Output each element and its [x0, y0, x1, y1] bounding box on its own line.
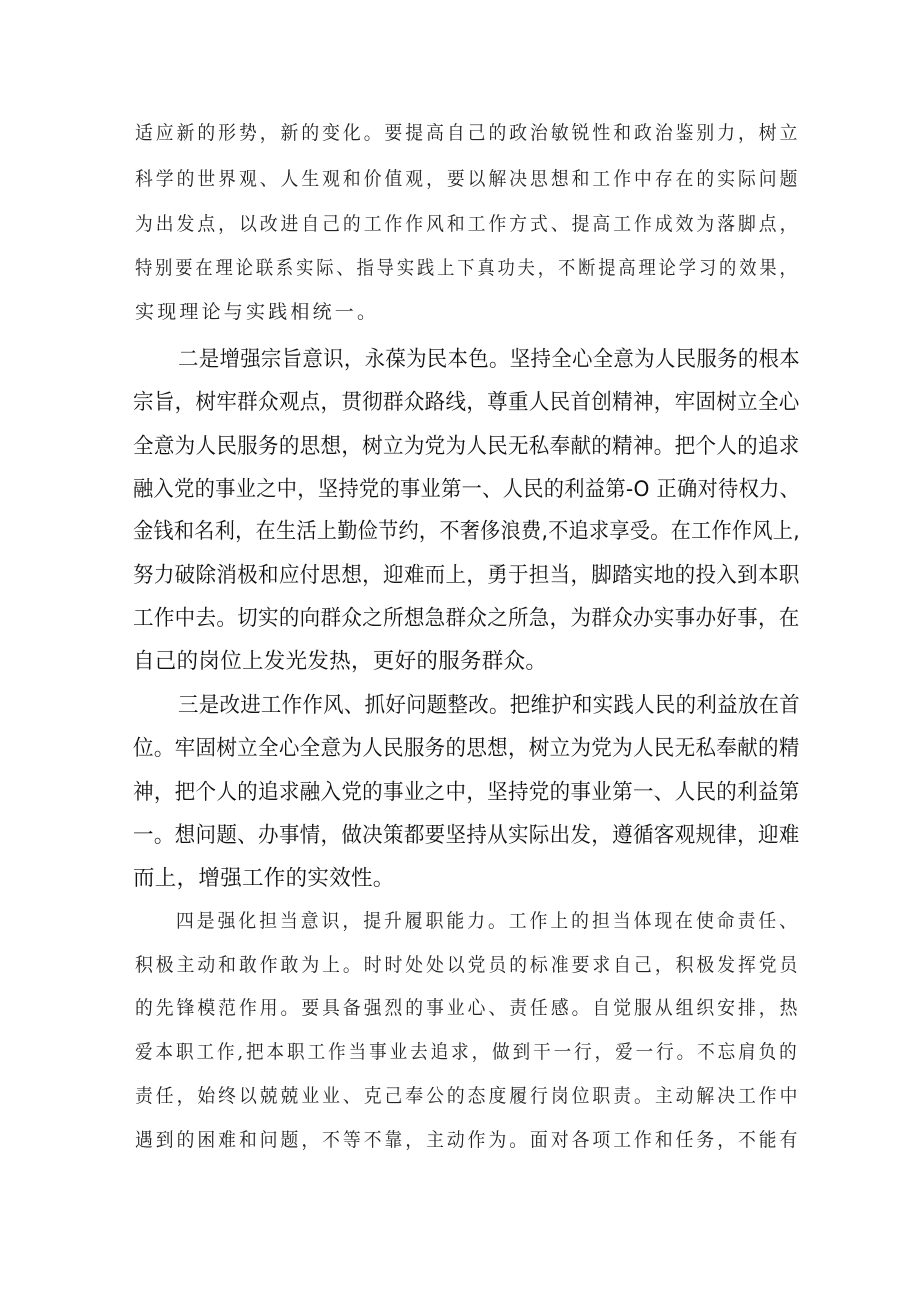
paragraph-3-line-4: 一。想问题、办事情，做决策都要坚持从实际出发，遵循客观规律，迎难 — [133, 823, 800, 848]
paragraph-2-line-4: 融入党的事业之中，坚持党的事业第一、人民的利益第-O 正确对待权力、 — [133, 477, 801, 502]
paragraph-1-line-2: 科学的世界观、人生观和价值观，要以解决思想和工作中存在的实际问题 — [135, 168, 801, 190]
paragraph-1-line-4: 特别要在理论联系实际、指导实践上下真功夫，不断提高理论学习的效果， — [135, 257, 800, 279]
paragraph-2-line-3: 全意为人民服务的思想，树立为党为人民无私奉献的精神。把个人的追求 — [133, 434, 800, 459]
paragraph-4-line-3: 的先锋模范作用。要具备强烈的事业心、责任感。自觉服从组织安排，热 — [135, 997, 801, 1019]
paragraph-2-line-5: 金钱和名利，在生活上勤俭节约，不奢侈浪费,不追求享受。在工作作风上, — [133, 519, 800, 544]
paragraph-4-line-5: 责任，始终以兢兢业业、克己奉公的态度履行岗位职责。主动解决工作中 — [135, 1085, 801, 1107]
paragraph-1-line-1: 适应新的形势，新的变化。要提高自己的政治敏锐性和政治鉴别力，树立 — [135, 122, 801, 144]
paragraph-4-line-6: 遇到的困难和问题，不等不靠，主动作为。面对各项工作和任务，不能有 — [135, 1129, 801, 1151]
paragraph-3-line-3: 神，把个人的追求融入党的事业之中，坚持党的事业第一、人民的利益第 — [133, 780, 800, 805]
paragraph-2-line-7: 工作中去。切实的向群众之所想急群众之所急，为群众办实事办好事，在 — [133, 606, 800, 631]
paragraph-4-line-1: 四是强化担当意识，提升履职能力。工作上的担当体现在使命责任、 — [176, 910, 800, 932]
paragraph-2-line-2: 宗旨，树牢群众观点，贯彻群众路线，尊重人民首创精神，牢固树立全心 — [133, 390, 800, 415]
paragraph-4-line-2: 积极主动和敢作敢为上。时时处处以党员的标准要求自己，积极发挥党员 — [135, 954, 801, 976]
paragraph-2-line-1: 二是增强宗旨意识，永葆为民本色。坚持全心全意为人民服务的根本 — [178, 347, 801, 372]
paragraph-3-line-1: 三是改进工作作风、抓好问题整改。把维护和实践人民的利益放在首 — [178, 693, 801, 718]
paragraph-4-line-4: 爱本职工作,把本职工作当事业去追求，做到干一行，爱一行。不忘肩负的 — [135, 1041, 800, 1063]
paragraph-3-line-2: 位。牢固树立全心全意为人民服务的思想，树立为党为人民无私奉献的精 — [133, 736, 800, 761]
paragraph-3-line-5: 而上，增强工作的实效性。 — [133, 866, 395, 891]
paragraph-2-line-8: 自己的岗位上发光发热，更好的服务群众。 — [133, 649, 548, 674]
paragraph-2-line-6: 努力破除消极和应付思想，迎难而上，勇于担当，脚踏实地的投入到本职 — [133, 563, 800, 588]
paragraph-1-line-3: 为出发点，以改进自己的工作作风和工作方式、提高工作成效为落脚点， — [135, 213, 801, 235]
paragraph-1-line-5: 实现理论与实践相统一。 — [135, 301, 380, 323]
